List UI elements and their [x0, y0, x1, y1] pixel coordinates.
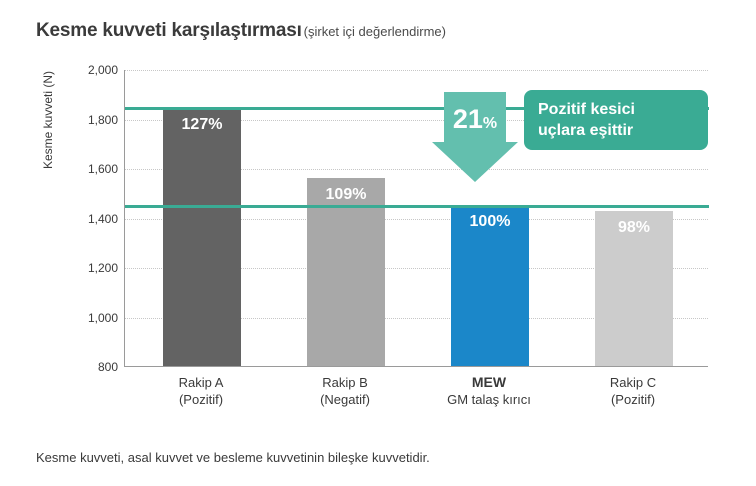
category-label-line1: Rakip A	[178, 375, 224, 390]
bar-rakip-a[interactable]	[163, 108, 241, 367]
y-tick: 1,400	[87, 211, 118, 226]
bar-rakip-c[interactable]	[595, 211, 673, 366]
y-tick: 2,000	[87, 63, 118, 77]
bar-value-label: 98%	[617, 219, 651, 237]
category-label-line1: MEW	[471, 374, 507, 390]
category-label-mew	[412, 374, 566, 408]
bar-value-label: 100%	[469, 213, 511, 231]
callout-box	[524, 90, 708, 150]
y-tick: 1,800	[87, 112, 118, 127]
y-axis-title: Kesme kuvveti (N)	[41, 70, 55, 170]
title-block	[36, 20, 446, 42]
bar-value-label: 127%	[181, 115, 223, 133]
callout-line-2: uçlara eşittir	[538, 122, 634, 139]
reference-line-lower	[125, 205, 709, 208]
category-label-line2: (Negatif)	[320, 392, 370, 407]
bar-mew[interactable]	[451, 205, 529, 366]
category-label-line2: (Pozitif)	[178, 392, 224, 407]
category-label-rakip-a	[124, 374, 278, 408]
category-label-line1: Rakip C	[609, 375, 657, 390]
y-tick: 1,200	[87, 261, 118, 275]
difference-number: 21	[452, 104, 483, 134]
y-tick: 1,000	[87, 310, 118, 325]
y-tick: 800	[97, 360, 118, 374]
category-label-rakip-b	[268, 374, 422, 408]
category-label-rakip-c	[556, 374, 710, 408]
bar-value-label: 109%	[325, 186, 367, 203]
difference-value	[432, 104, 518, 135]
callout-line-1: Pozitif kesici	[538, 101, 635, 118]
y-tick: 1,600	[87, 162, 118, 176]
y-axis-ticks	[68, 63, 118, 374]
category-label-line2: GM talaş kırıcı	[447, 392, 531, 407]
difference-unit: %	[482, 115, 498, 132]
page-subtitle: (şirket içi değerlendirme)	[303, 24, 446, 39]
page-title: Kesme kuvveti karşılaştırması	[36, 20, 302, 41]
footnote: Kesme kuvveti, asal kuvvet ve besleme kuvvetinin bileşke kuvvetidir.	[36, 450, 430, 465]
category-label-line1: Rakip B	[322, 375, 368, 390]
gridline	[125, 70, 708, 71]
category-label-line2: (Pozitif)	[610, 392, 656, 407]
